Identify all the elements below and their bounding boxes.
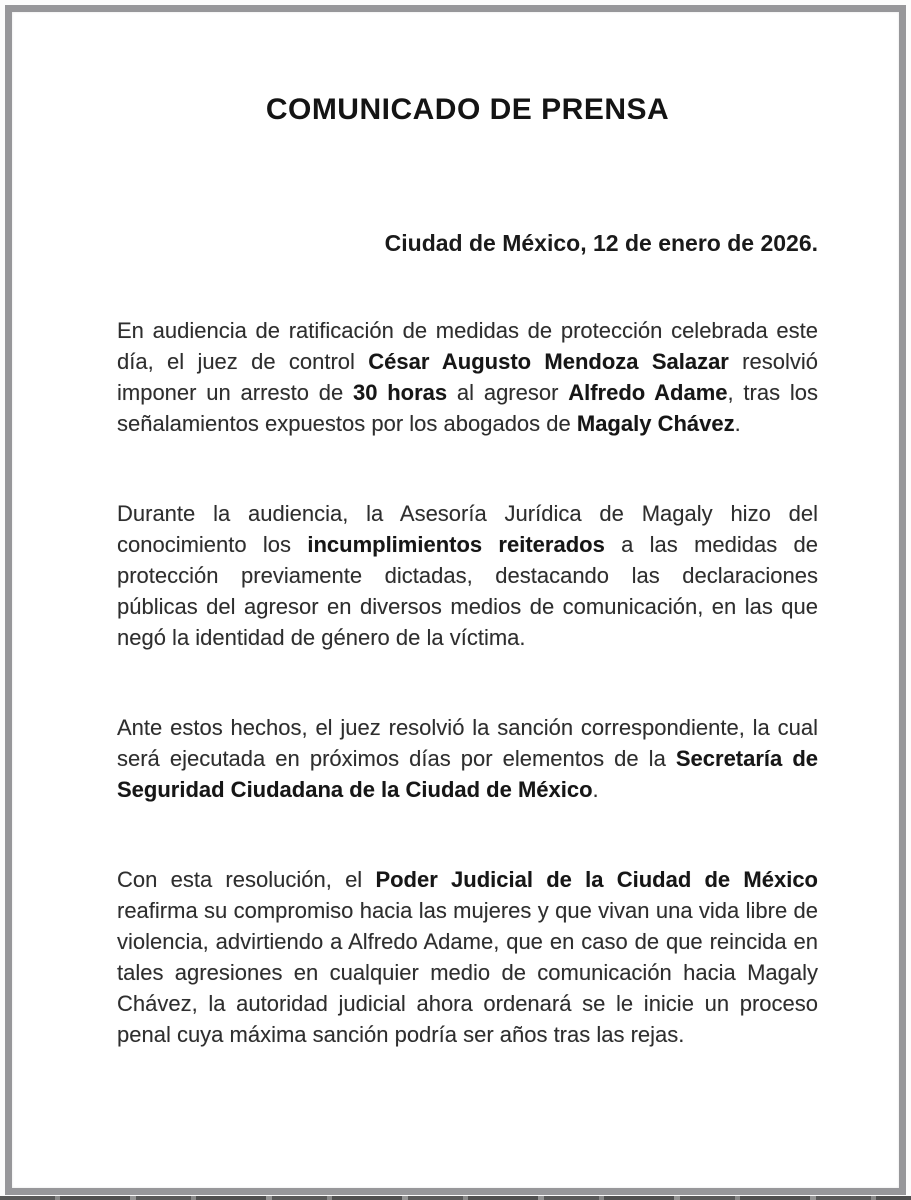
paragraph-sanction — [117, 712, 818, 805]
text-run-bold-judicial-power: Poder Judicial de la Ciudad de México — [375, 867, 818, 892]
text-run: . — [592, 777, 599, 802]
text-run: , tras los señalamientos expuestos por los abogados de — [117, 380, 818, 436]
text-run: resolvió imponer un arresto de — [117, 349, 818, 405]
paragraph-commitment — [117, 864, 818, 1050]
paragraph-ruling — [117, 315, 818, 439]
text-run: . — [734, 411, 741, 436]
text-run: Ante estos hechos, el juez resolvió la sanción correspondiente, la cual será ejecutada en próximos días por elementos de la — [117, 715, 818, 771]
text-run: Con esta resolución, el — [117, 867, 376, 892]
text-run-bold-judge-name: César Augusto Mendoza Salazar — [368, 349, 729, 374]
text-run-bold-arrest-duration: 30 horas — [353, 380, 448, 405]
text-run-bold-aggressor-name: Alfredo Adame — [568, 380, 728, 405]
text-run: a las medidas de protección previamente dictadas, destacando las declaraciones públicas del agresor en diversos medios de comunicación, en las que negó la identidad de género de la víctima. — [117, 532, 818, 650]
text-run: al agresor — [447, 380, 569, 405]
text-run: reafirma su compromiso hacia las mujeres y que vivan una vida libre de violencia, advirtiendo a Alfredo Adame, que en caso de que reincida en tales agresiones en cualquier medio de comunicación hacia Magaly Chávez, la autoridad judicial ahora ordenará se le inicie un proceso penal cuya máxima sanción podría ser años tras las rejas. — [117, 898, 818, 1047]
document-title: COMUNICADO DE PRENSA — [265, 93, 670, 126]
text-run-bold-security-secretariat: Secretaría de Seguridad Ciudadana de la Ciudad de México — [117, 746, 818, 802]
paragraph-hearing — [117, 498, 818, 653]
text-run-bold-victim-name: Magaly Chávez — [576, 411, 735, 436]
text-run: Durante la audiencia, la Asesoría Jurídica de Magaly hizo del conocimiento los — [117, 501, 818, 557]
scan-artifact-strip — [0, 1196, 911, 1200]
page-frame — [5, 5, 906, 1195]
text-run: En audiencia de ratificación de medidas de protección celebrada este día, el juez de control — [117, 318, 818, 374]
dateline: Ciudad de México, 12 de enero de 2026. — [384, 230, 818, 256]
text-run-bold-violations: incumplimientos reiterados — [307, 532, 605, 557]
press-release-document — [117, 12, 818, 1050]
